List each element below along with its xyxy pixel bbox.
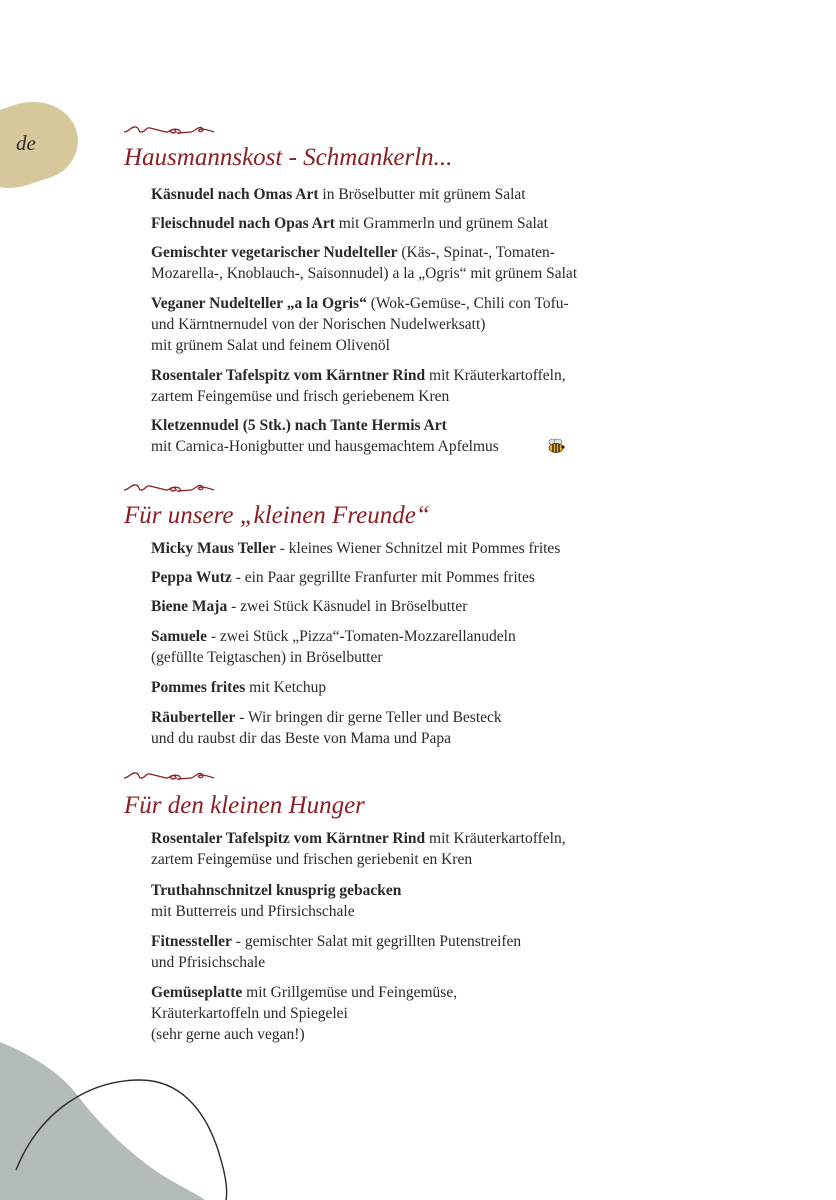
menu-item-name: Fitnessteller [151, 933, 232, 950]
menu-item-desc-line: und du raubst dir das Beste von Mama und Papa [151, 730, 452, 747]
menu-item-desc-line: zartem Feingemüse und frischen geriebenit en Kren [151, 851, 473, 868]
menu-item-desc: mit Ketchup [245, 679, 327, 696]
menu-item-name: Kletzennudel (5 Stk.) nach Tante Hermis Art [151, 417, 447, 434]
language-badge-shape [0, 89, 88, 198]
menu-item-name: Fleischnudel nach Opas Art [151, 215, 335, 232]
menu-item-desc: - Wir bringen dir gerne Teller und Besteck [235, 709, 502, 726]
menu-item [151, 365, 631, 407]
menu-item-name: Samuele [151, 628, 207, 645]
menu-item-desc: - zwei Stück Käsnudel in Bröselbutter [227, 598, 468, 615]
menu-item [151, 677, 631, 698]
menu-item-name: Räuberteller [151, 709, 236, 726]
menu-item-name: Käsnudel nach Omas Art [151, 186, 319, 203]
menu-item [151, 596, 631, 617]
swirl-ornament-icon [123, 123, 215, 137]
menu-item-desc: mit Grillgemüse und Feingemüse, [242, 984, 458, 1001]
menu-item-desc: mit Kräuterkartoffeln, [425, 830, 566, 847]
section-title: Hausmannskost - Schmankerln... [124, 144, 453, 171]
menu-item-desc-line: Kräuterkartoffeln und Spiegelei [151, 1005, 348, 1022]
menu-item [151, 567, 631, 588]
menu-item-name: Gemüseplatte [151, 984, 243, 1001]
bee-icon [546, 438, 566, 454]
menu-item-desc: mit Grammerln und grünem Salat [334, 215, 548, 232]
menu-item-desc: (Käs-, Spinat-, Tomaten- [397, 244, 555, 261]
bottom-wave-decoration [0, 1030, 320, 1200]
menu-item-desc-line: zartem Feingemüse und frisch geriebenem Kren [151, 388, 450, 405]
menu-item [151, 626, 631, 668]
menu-item [151, 184, 631, 205]
menu-item-desc-line: (sehr gerne auch vegan!) [151, 1026, 305, 1043]
menu-item-desc-line: (gefüllte Teigtaschen) in Bröselbutter [151, 649, 383, 666]
menu-item-desc: - gemischter Salat mit gegrillten Putenstreifen [231, 933, 522, 950]
menu-item-desc-line: mit Carnica-Honigbutter und hausgemachtem Apfelmus [151, 438, 499, 455]
menu-item-name: Rosentaler Tafelspitz vom Kärntner Rind [151, 830, 426, 847]
menu-item [151, 931, 631, 973]
menu-item [151, 707, 631, 749]
swirl-ornament-icon [123, 769, 215, 783]
menu-item-name: Biene Maja [151, 598, 228, 615]
menu-item-desc-line: mit Butterreis und Pfirsichschale [151, 903, 355, 920]
menu-item-desc-line: mit grünem Salat und feinem Olivenöl [151, 337, 390, 354]
menu-item-name: Micky Maus Teller [151, 540, 276, 557]
menu-item [151, 538, 631, 559]
menu-item-desc: - kleines Wiener Schnitzel mit Pommes frites [275, 540, 561, 557]
menu-item [151, 880, 631, 922]
menu-item-name: Pommes frites [151, 679, 246, 696]
menu-item-name: Gemischter vegetarischer Nudelteller [151, 244, 398, 261]
menu-item-desc: in Bröselbutter mit grünem Salat [318, 186, 526, 203]
menu-item [151, 242, 631, 284]
menu-item-name: Veganer Nudelteller „a la Ogris“ [151, 295, 367, 312]
menu-item-desc-line: und Pfrisichschale [151, 954, 266, 971]
menu-item-desc: mit Kräuterkartoffeln, [425, 367, 566, 384]
section-title: Für unsere „kleinen Freunde“ [124, 502, 430, 529]
menu-item-desc-line: und Kärntnernudel von der Norischen Nudelwerksatt) [151, 316, 486, 333]
section-title: Für den kleinen Hunger [124, 792, 365, 819]
menu-item-desc-line: Mozarella-, Knoblauch-, Saisonnudel) a la „Ogris“ mit grünem Salat [151, 265, 578, 282]
menu-item-desc: (Wok-Gemüse-, Chili con Tofu- [366, 295, 569, 312]
menu-item [151, 213, 631, 234]
swirl-ornament-icon [123, 481, 215, 495]
menu-item-name: Truthahnschnitzel knusprig gebacken [151, 882, 402, 899]
menu-item [151, 293, 631, 356]
menu-item [151, 828, 631, 870]
menu-item-desc: - zwei Stück „Pizza“-Tomaten-Mozzarellanudeln [206, 628, 516, 645]
menu-item-desc: - ein Paar gegrillte Franfurter mit Pommes frites [231, 569, 535, 586]
menu-item-name: Peppa Wutz [151, 569, 232, 586]
menu-item-name: Rosentaler Tafelspitz vom Kärntner Rind [151, 367, 426, 384]
language-label: de [16, 131, 36, 155]
